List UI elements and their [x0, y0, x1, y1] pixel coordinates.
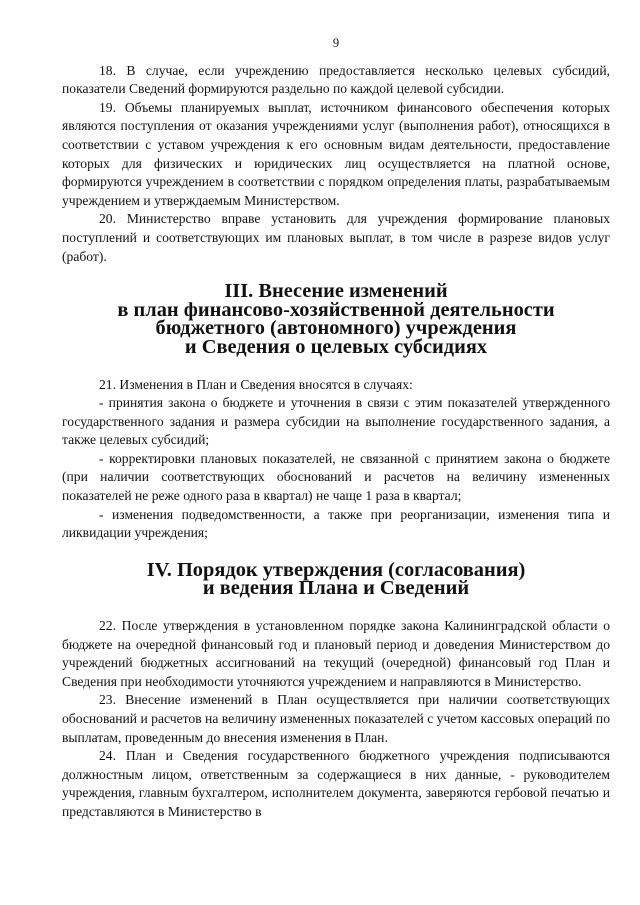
paragraph-18: 18. В случае, если учреждению предоставляется несколько целевых субсидий, показатели Сведений формируются раздельно по каждой целевой субсидии. [62, 62, 610, 97]
section-4-heading-line: IV. Порядок утверждения (согласования) [146, 558, 526, 581]
list-item-reorganization: - изменения подведомственности, а также при реорганизации, изменения типа и ликвидации учреждения; [62, 506, 610, 541]
list-item-law: - принятия закона о бюджете и уточнения в связи с этим показателей утвержденного государственного задания и размера субсидии на выполнение государственного задания, а также целевых субсидий; [62, 395, 610, 448]
section-4-heading-line: и ведения Плана и Сведений [202, 577, 470, 600]
paragraph-24: 24. План и Сведения государственного бюджетного учреждения подписываются должностным лицом, ответственным за содержащиеся в них данные, - руководителем учреждения, главным бухгалтером, исполнителем документа, заверяются гербовой печатью и представляются в Министерство в [62, 748, 610, 819]
list-item-adjustment: - корректировки плановых показателей, не связанной с принятием закона о бюджете (при наличии соответствующих обоснований и расчетов на величину измененных показателей не реже одного раза в квартал) не чаще 1 раза в квартал; [62, 450, 610, 504]
section-3-heading-line: III. Внесение изменений [224, 280, 448, 303]
page-number: 9 [332, 36, 340, 50]
paragraph-20: 20. Министерство вправе установить для учреждения формирование плановых поступлений и соответствующих им плановых выплат, в том числе в разрезе видов услуг (работ). [62, 211, 610, 264]
paragraph-21: 21. Изменения в План и Сведения вносятся в случаях: [99, 376, 413, 392]
document-page [62, 34, 610, 822]
paragraph-19: 19. Объемы планируемых выплат, источником финансового обеспечения которых являются поступления от оказания учреждениями услуг (выполнения работ), относящихся в соответствии с уставом учреждения к его основным видам деятельности, предоставление которых для физических и юридических лиц осуществляется на платной основе, формируются учреждением в соответствии с порядком определения платы, разрабатываемым учреждением и утверждаемым Министерством. [62, 99, 610, 208]
section-3-heading [62, 282, 610, 356]
paragraph-22: 22. После утверждения в установленном порядке закона Калининградской области о бюджете на очередной финансовый год и плановый период и доведения Министерством до учреждений бюджетных ассигнований на текущий (очередной) финансовый год План и Сведения при необходимости уточняются учреждением и направляются в Министерство. [62, 618, 610, 689]
section-3-heading-line: и Сведения о целевых субсидиях [184, 335, 488, 358]
section-3-heading-line: бюджетного (автономного) учреждения [155, 317, 517, 340]
section-3-heading-line: в план финансово-хозяйственной деятельности [117, 298, 555, 321]
section-4-heading [62, 558, 610, 600]
paragraph-23: 23. Внесение изменений в План осуществляется при наличии соответствующих обоснований и расчетов на величину измененных показателей с учетом кассовых операций по выплатам, проведенным до внесения изменения в План. [62, 692, 610, 745]
